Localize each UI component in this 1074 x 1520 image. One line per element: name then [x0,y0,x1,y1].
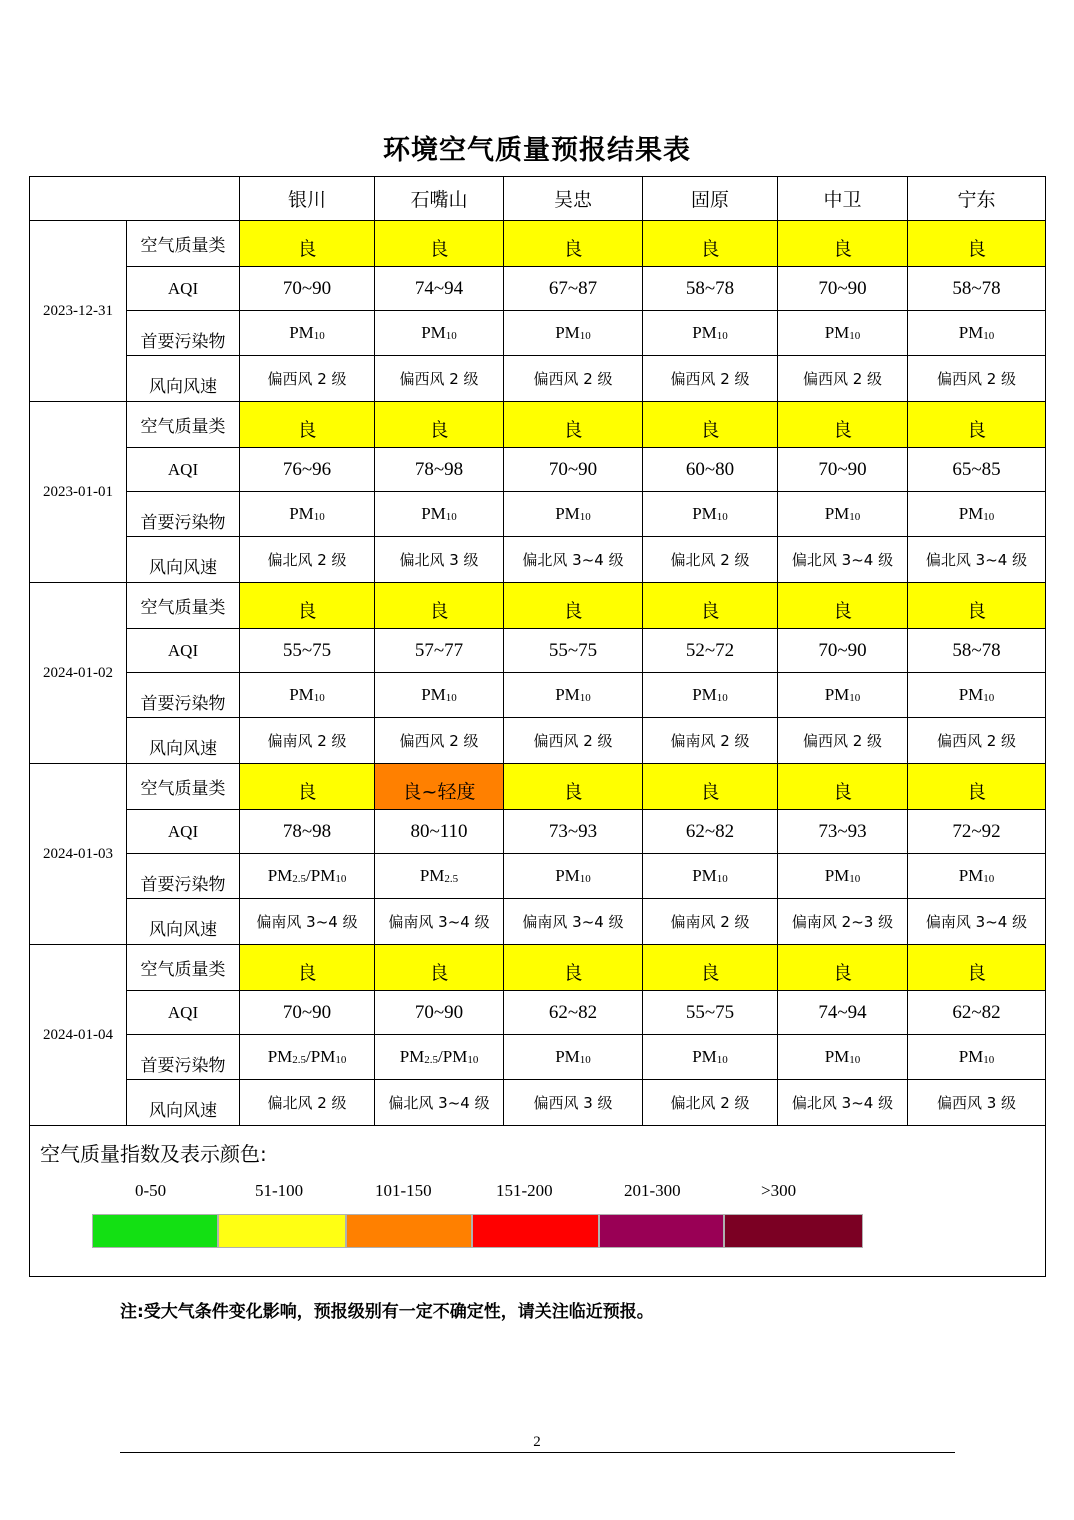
pollutant-sub: 2.5 [292,1054,307,1066]
pollutant-main: PM [419,866,445,885]
pollutant-sub: 10 [983,330,995,342]
wind-cell: 偏西风 2 级 [504,356,643,402]
wind-cell: 偏西风 2 级 [908,356,1046,402]
pollutant-main: PM [958,1047,984,1066]
row-label-pollutant: 首要污染物 [127,854,240,899]
quality-cell: 良 [240,945,375,991]
pollutant-sub: 10 [313,511,325,523]
pollutant-sub: 10 [716,511,728,523]
aqi-cell: 55~75 [240,629,375,673]
header-corner [30,177,240,221]
pollutant-sub: 10 [445,511,457,523]
aqi-cell: 72~92 [908,810,1046,854]
legend-range-label: >300 [761,1181,797,1200]
city-header: 石嘴山 [375,177,504,221]
pollutant-main: PM [958,323,984,342]
pollutant-sub: 10 [579,873,591,885]
row-label-aqi: AQI [127,810,240,854]
aqi-cell: 58~78 [643,267,778,311]
aqi-cell: 58~78 [908,629,1046,673]
day-row-aqi [30,991,1046,1035]
pollutant-cell [643,492,778,537]
wind-cell: 偏西风 2 级 [240,356,375,402]
day-row-quality [30,221,1046,267]
pollutant-main2: /PM [306,866,336,885]
pollutant-sub: 10 [313,330,325,342]
pollutant-main: PM [267,866,293,885]
row-label-wind: 风向风速 [127,1080,240,1126]
pollutant-sub: 10 [716,330,728,342]
aqi-legend [30,1126,1046,1277]
date-cell: 2023-12-31 [30,221,127,402]
day-row-wind [30,537,1046,583]
pollutant-main: PM [692,866,717,885]
quality-cell: 良 [643,945,778,991]
day-row-pollutant [30,854,1046,899]
quality-cell: 良 [375,583,504,629]
quality-cell: 良 [240,764,375,810]
pollutant-cell [504,1035,643,1080]
pollutant-main: PM [421,685,446,704]
pollutant-sub: 10 [716,692,728,704]
wind-cell: 偏南风 3~4 级 [240,899,375,945]
quality-cell: 良 [240,221,375,267]
pollutant-cell [908,1035,1046,1080]
pollutant-cell [504,492,643,537]
quality-cell: 良 [375,402,504,448]
aqi-cell: 58~78 [908,267,1046,311]
wind-cell: 偏北风 2 级 [643,537,778,583]
pollutant-sub: 10 [849,1054,861,1066]
wind-cell: 偏北风 3~4 级 [778,537,908,583]
pollutant-main: PM [692,685,717,704]
quality-cell: 良 [778,221,908,267]
row-label-wind: 风向风速 [127,718,240,764]
aqi-cell: 80~110 [375,810,504,854]
day-row-quality [30,402,1046,448]
pollutant-cell [908,673,1046,718]
wind-cell: 偏南风 2 级 [240,718,375,764]
row-label-wind: 风向风速 [127,537,240,583]
quality-cell: 良 [504,764,643,810]
pollutant-cell [643,673,778,718]
legend-title: 空气质量指数及表示颜色: [40,1142,267,1166]
pollutant-main: PM [958,685,984,704]
pollutant-main2: /PM [306,1047,336,1066]
pollutant-sub: 10 [579,511,591,523]
pollutant-main: PM [555,866,580,885]
aqi-cell: 62~82 [908,991,1046,1035]
row-label-quality: 空气质量类 [127,764,240,810]
city-header: 宁东 [908,177,1046,221]
city-header: 银川 [240,177,375,221]
legend-color-swatch [92,1214,218,1248]
wind-cell: 偏南风 3~4 级 [504,899,643,945]
page-number: 2 [533,1434,541,1450]
day-row-wind [30,356,1046,402]
pollutant-sub: 10 [716,873,728,885]
quality-cell: 良 [375,945,504,991]
pollutant-main: PM [824,866,850,885]
day-row-wind [30,899,1046,945]
legend-range-label: 51-100 [255,1181,304,1200]
pollutant-sub2: 10 [467,1054,479,1066]
quality-cell: 良 [778,583,908,629]
day-row-quality [30,764,1046,810]
legend-color-swatch [599,1214,724,1248]
pollutant-cell [240,492,375,537]
legend-color-swatch [218,1214,346,1248]
pollutant-sub: 10 [983,511,995,523]
row-label-pollutant: 首要污染物 [127,1035,240,1080]
aqi-cell: 70~90 [240,991,375,1035]
row-label-pollutant: 首要污染物 [127,311,240,356]
aqi-cell: 62~82 [504,991,643,1035]
day-row-quality [30,945,1046,991]
aqi-cell: 70~90 [240,267,375,311]
aqi-cell: 70~90 [504,448,643,492]
pollutant-cell [240,1035,375,1080]
aqi-cell: 67~87 [504,267,643,311]
city-header: 吴忠 [504,177,643,221]
wind-cell: 偏北风 2 级 [240,1080,375,1126]
row-label-pollutant: 首要污染物 [127,492,240,537]
day-row-pollutant [30,673,1046,718]
aqi-cell: 73~93 [504,810,643,854]
pollutant-cell [643,854,778,899]
wind-cell: 偏西风 2 级 [778,356,908,402]
pollutant-main: PM [555,504,580,523]
pollutant-sub: 10 [849,873,861,885]
pollutant-main: PM [555,323,580,342]
pollutant-main: PM [824,1047,850,1066]
pollutant-sub: 10 [445,692,457,704]
pollutant-cell [643,311,778,356]
quality-cell: 良 [504,221,643,267]
pollutant-main: PM [824,685,850,704]
quality-cell: 良 [643,583,778,629]
quality-cell: 良 [504,583,643,629]
day-row-pollutant [30,311,1046,356]
pollutant-main: PM [692,323,717,342]
date-cell: 2024-01-02 [30,583,127,764]
quality-cell: 良 [643,764,778,810]
legend-range-label: 0-50 [135,1181,167,1200]
aqi-cell: 76~96 [240,448,375,492]
wind-cell: 偏西风 3 级 [908,1080,1046,1126]
day-row-aqi [30,448,1046,492]
pollutant-main: PM [267,1047,293,1066]
city-header-row [30,177,1046,221]
aqi-cell: 74~94 [778,991,908,1035]
pollutant-main: PM [421,504,446,523]
pollutant-main2: /PM [438,1047,468,1066]
row-label-quality: 空气质量类 [127,402,240,448]
aqi-cell: 70~90 [778,267,908,311]
day-row-pollutant [30,492,1046,537]
quality-cell: 良 [240,402,375,448]
date-cell: 2023-01-01 [30,402,127,583]
pollutant-cell [240,311,375,356]
wind-cell: 偏北风 3 级 [375,537,504,583]
pollutant-sub: 2.5 [444,873,459,885]
pollutant-sub: 10 [579,330,591,342]
quality-cell: 良 [504,945,643,991]
wind-cell: 偏北风 2 级 [240,537,375,583]
wind-cell: 偏西风 2 级 [643,356,778,402]
quality-cell: 良 [908,221,1046,267]
quality-cell: 良 [778,945,908,991]
pollutant-main: PM [692,1047,717,1066]
row-label-pollutant: 首要污染物 [127,673,240,718]
pollutant-sub2: 10 [335,873,347,885]
date-cell: 2024-01-04 [30,945,127,1126]
aqi-cell: 65~85 [908,448,1046,492]
legend-color-swatch [346,1214,472,1248]
aqi-cell: 73~93 [778,810,908,854]
wind-cell: 偏北风 3~4 级 [504,537,643,583]
wind-cell: 偏西风 2 级 [375,356,504,402]
row-label-aqi: AQI [127,991,240,1035]
legend-range-label: 201-300 [624,1181,681,1200]
day-row-pollutant [30,1035,1046,1080]
legend-color-swatch [472,1214,599,1248]
aqi-cell: 70~90 [778,629,908,673]
pollutant-cell [375,854,504,899]
wind-cell: 偏南风 2 级 [643,899,778,945]
day-row-aqi [30,267,1046,311]
pollutant-sub: 10 [579,1054,591,1066]
aqi-cell: 70~90 [375,991,504,1035]
pollutant-cell [504,673,643,718]
day-row-aqi [30,629,1046,673]
wind-cell: 偏北风 3~4 级 [375,1080,504,1126]
legend-range-label: 151-200 [496,1181,553,1200]
pollutant-cell [504,311,643,356]
row-label-quality: 空气质量类 [127,583,240,629]
pollutant-cell [375,492,504,537]
pollutant-sub: 10 [983,873,995,885]
aqi-cell: 60~80 [643,448,778,492]
pollutant-main: PM [692,504,717,523]
row-label-aqi: AQI [127,267,240,311]
quality-cell: 良 [778,402,908,448]
pollutant-cell [778,311,908,356]
pollutant-main: PM [555,1047,580,1066]
pollutant-sub2: 10 [335,1054,347,1066]
wind-cell: 偏北风 2 级 [643,1080,778,1126]
aqi-cell: 78~98 [375,448,504,492]
pollutant-cell [240,673,375,718]
city-header: 中卫 [778,177,908,221]
aqi-cell: 78~98 [240,810,375,854]
pollutant-main: PM [824,323,850,342]
pollutant-cell [375,311,504,356]
pollutant-main: PM [289,323,314,342]
pollutant-sub: 10 [983,1054,995,1066]
pollutant-cell [778,1035,908,1080]
pollutant-cell [908,854,1046,899]
wind-cell: 偏南风 2~3 级 [778,899,908,945]
quality-cell: 良 [643,402,778,448]
pollutant-cell [778,673,908,718]
wind-cell: 偏南风 3~4 级 [908,899,1046,945]
aqi-cell: 74~94 [375,267,504,311]
date-cell: 2024-01-03 [30,764,127,945]
quality-cell: 良 [643,221,778,267]
row-label-quality: 空气质量类 [127,945,240,991]
pollutant-sub: 10 [983,692,995,704]
pollutant-cell [375,1035,504,1080]
pollutant-main: PM [555,685,580,704]
pollutant-cell [504,854,643,899]
pollutant-sub: 10 [849,692,861,704]
forecast-table [29,176,1046,1277]
pollutant-sub: 10 [849,511,861,523]
city-header: 固原 [643,177,778,221]
quality-cell: 良 [908,583,1046,629]
pollutant-sub: 10 [313,692,325,704]
row-label-quality: 空气质量类 [127,221,240,267]
pollutant-cell [778,854,908,899]
wind-cell: 偏西风 2 级 [504,718,643,764]
wind-cell: 偏西风 2 级 [375,718,504,764]
pollutant-main: PM [421,323,446,342]
pollutant-sub: 10 [716,1054,728,1066]
pollutant-main: PM [824,504,850,523]
day-row-quality [30,583,1046,629]
aqi-cell: 55~75 [504,629,643,673]
quality-cell: 良 [504,402,643,448]
pollutant-main: PM [289,504,314,523]
row-label-aqi: AQI [127,629,240,673]
legend-range-labels [30,1181,1046,1205]
legend-range-label: 101-150 [375,1181,432,1200]
wind-cell: 偏北风 3~4 级 [908,537,1046,583]
legend-color-swatch [724,1214,863,1248]
day-row-wind [30,718,1046,764]
footer-divider [120,1452,955,1453]
page-title: 环境空气质量预报结果表 [383,135,691,166]
pollutant-sub: 2.5 [292,873,307,885]
legend-row [30,1126,1046,1277]
pollutant-cell [908,311,1046,356]
quality-cell: 良~轻度 [375,764,504,810]
aqi-cell: 62~82 [643,810,778,854]
footnote: 注:受大气条件变化影响，预报级别有一定不确定性，请关注临近预报。 [120,1302,654,1322]
quality-cell: 良 [375,221,504,267]
wind-cell: 偏南风 2 级 [643,718,778,764]
quality-cell: 良 [908,402,1046,448]
aqi-cell: 55~75 [643,991,778,1035]
pollutant-sub: 10 [445,330,457,342]
pollutant-cell [778,492,908,537]
pollutant-main: PM [289,685,314,704]
aqi-cell: 70~90 [778,448,908,492]
quality-cell: 良 [908,764,1046,810]
pollutant-sub: 10 [579,692,591,704]
quality-cell: 良 [778,764,908,810]
pollutant-cell [908,492,1046,537]
row-label-wind: 风向风速 [127,899,240,945]
day-row-wind [30,1080,1046,1126]
wind-cell: 偏北风 3~4 级 [778,1080,908,1126]
row-label-wind: 风向风速 [127,356,240,402]
quality-cell: 良 [908,945,1046,991]
pollutant-main: PM [958,504,984,523]
wind-cell: 偏西风 2 级 [908,718,1046,764]
pollutant-main: PM [399,1047,425,1066]
aqi-cell: 52~72 [643,629,778,673]
pollutant-sub: 2.5 [424,1054,439,1066]
pollutant-main: PM [958,866,984,885]
pollutant-cell [643,1035,778,1080]
row-label-aqi: AQI [127,448,240,492]
pollutant-sub: 10 [849,330,861,342]
aqi-cell: 57~77 [375,629,504,673]
pollutant-cell [375,673,504,718]
pollutant-cell [240,854,375,899]
day-row-aqi [30,810,1046,854]
wind-cell: 偏西风 3 级 [504,1080,643,1126]
quality-cell: 良 [240,583,375,629]
wind-cell: 偏西风 2 级 [778,718,908,764]
wind-cell: 偏南风 3~4 级 [375,899,504,945]
